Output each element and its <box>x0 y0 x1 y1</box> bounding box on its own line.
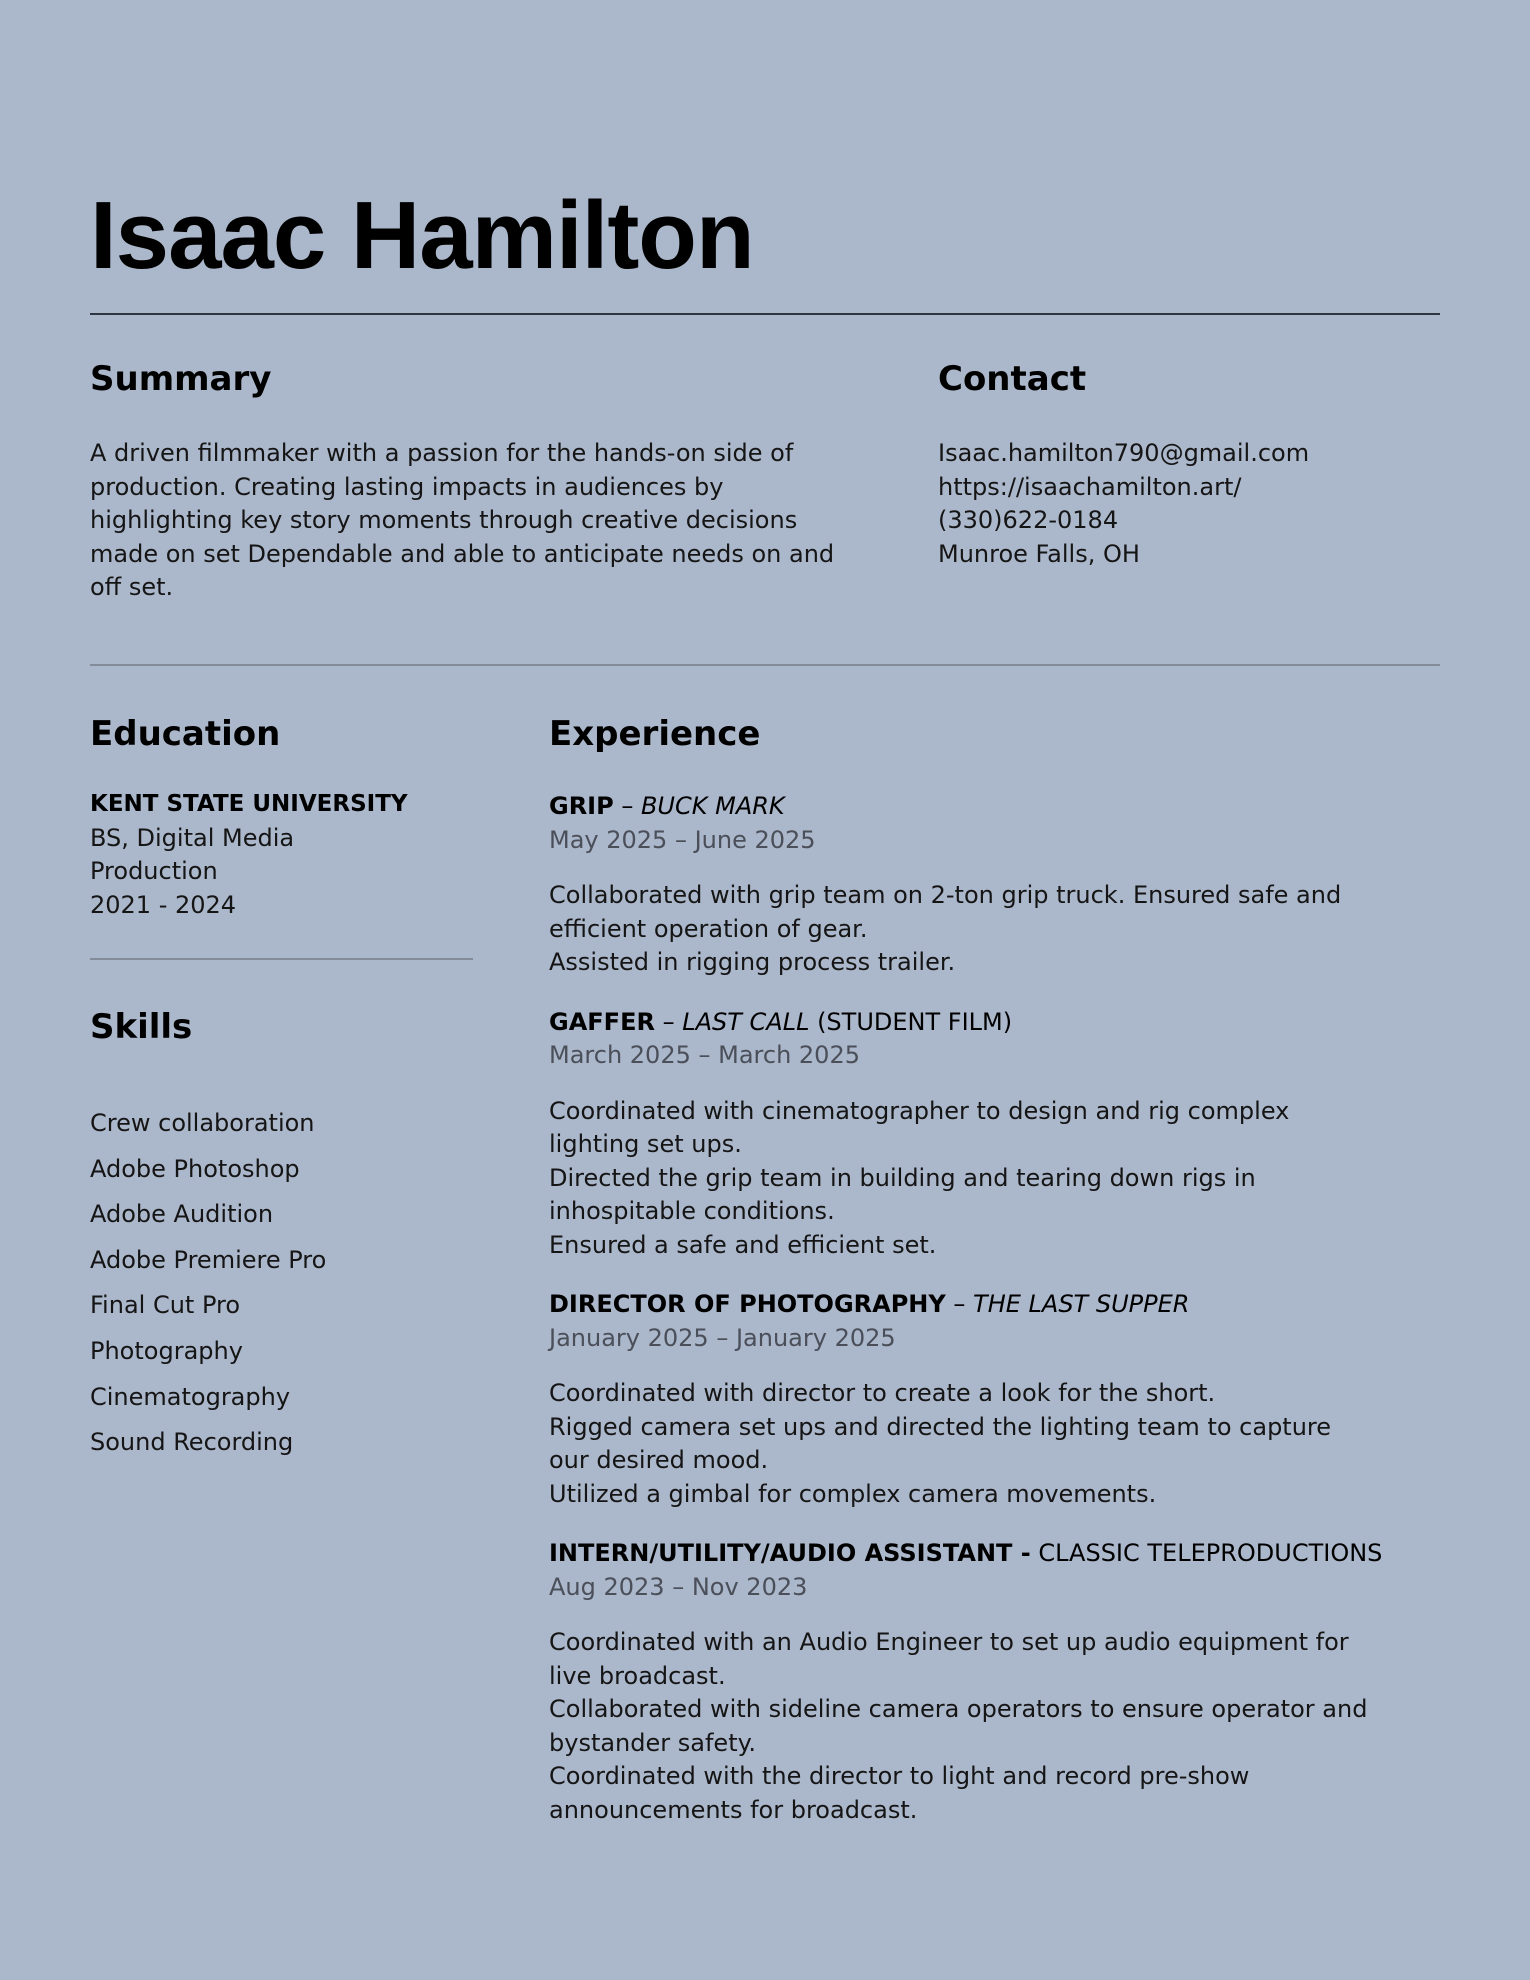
skill-item: Final Cut Pro <box>90 1291 241 1320</box>
job-description-line: Ensured a safe and efficient set. <box>549 1230 937 1259</box>
candidate-name: Isaac Hamilton <box>90 182 754 289</box>
job-description-line: Utilized a gimbal for complex camera movements. <box>549 1479 1157 1508</box>
experience-heading: Experience <box>549 714 761 754</box>
skills-heading: Skills <box>90 1007 193 1047</box>
job-description-line: Coordinated with the director to light and record pre-show announcements for broadcast. <box>549 1762 1250 1824</box>
job-title <box>549 1288 1449 1322</box>
job-dates: January 2025 – January 2025 <box>549 1323 896 1352</box>
skill-item: Adobe Audition <box>90 1200 274 1229</box>
job-note: CLASSIC TELEPRODUCTIONS <box>1038 1539 1383 1567</box>
skill-item: Adobe Photoshop <box>90 1154 300 1183</box>
experience-list <box>549 790 1449 1853</box>
education-school: KENT STATE UNIVERSITY <box>90 791 408 817</box>
job-dates: Aug 2023 – Nov 2023 <box>549 1572 808 1601</box>
job-role: DIRECTOR OF PHOTOGRAPHY <box>549 1290 946 1318</box>
job-description-line: Coordinated with director to create a look for the short. <box>549 1379 1216 1407</box>
job-note: (STUDENT FILM) <box>809 1007 1013 1036</box>
job-entry-intern <box>549 1537 1449 1827</box>
job-separator: – <box>654 1007 683 1036</box>
contact-email[interactable]: Isaac.hamilton790@gmail.com <box>938 439 1310 467</box>
job-role: INTERN/UTILITY/AUDIO ASSISTANT - <box>549 1539 1031 1567</box>
job-description-line: Coordinated with an Audio Engineer to set up audio equipment for live broadcast. <box>549 1628 1349 1690</box>
job-description-line: Coordinated with cinematographer to design and rig complex lighting set ups. <box>549 1096 1290 1158</box>
job-separator: – <box>945 1290 974 1318</box>
contact-phone: (330)622-0184 <box>938 506 1119 534</box>
job-separator: – <box>613 792 641 820</box>
job-project: LAST CALL <box>682 1007 810 1036</box>
job-description-line: Collaborated with grip team on 2-ton grip truck. Ensured safe and efficient operation of gear. <box>549 881 1342 943</box>
summary-text: A driven filmmaker with a passion for the hands-on side of production. Creating lasting impacts in audiences by highlighting key story moments through creative decisions made on set Dependable and able to anticipate needs on and off set. <box>90 439 835 601</box>
job-entry-grip <box>549 790 1449 980</box>
job-project: BUCK MARK <box>640 792 785 820</box>
skill-item: Cinematography <box>90 1382 291 1411</box>
contact-block <box>938 437 1438 571</box>
job-project: THE LAST SUPPER <box>973 1290 1190 1318</box>
education-heading: Education <box>90 714 281 754</box>
job-dates: May 2025 – June 2025 <box>549 825 816 854</box>
job-description-line: Rigged camera set ups and directed the lighting team to capture our desired mood. <box>549 1412 1332 1474</box>
skill-item: Photography <box>90 1336 243 1365</box>
contact-location: Munroe Falls, OH <box>938 539 1140 568</box>
contact-heading: Contact <box>938 359 1087 399</box>
job-title <box>549 790 1449 824</box>
contact-website[interactable]: https://isaachamilton.art/ <box>938 472 1242 501</box>
header-divider <box>90 313 1440 315</box>
job-description-line: Directed the grip team in building and tearing down rigs in inhospitable conditions. <box>549 1163 1256 1225</box>
education-degree: BS, Digital Media Production <box>90 823 295 885</box>
section-divider <box>90 664 1440 666</box>
job-title <box>549 1006 1449 1040</box>
job-title <box>549 1537 1449 1571</box>
job-dates: March 2025 – March 2025 <box>549 1041 860 1069</box>
skills-list <box>90 1101 470 1466</box>
education-years: 2021 - 2024 <box>90 890 237 919</box>
job-role: GAFFER <box>549 1007 655 1036</box>
skill-item: Crew collaboration <box>90 1109 315 1137</box>
job-entry-director-of-photography <box>549 1288 1449 1511</box>
job-description-line: Collaborated with sideline camera operators to ensure operator and bystander safety. <box>549 1695 1368 1757</box>
job-role: GRIP <box>549 792 614 820</box>
skill-item: Adobe Premiere Pro <box>90 1245 327 1274</box>
summary-heading: Summary <box>90 359 272 399</box>
job-description-line: Assisted in rigging process trailer. <box>549 948 956 976</box>
job-entry-gaffer <box>549 1006 1449 1263</box>
skill-item: Sound Recording <box>90 1428 294 1457</box>
education-block <box>90 788 470 922</box>
education-divider <box>90 958 473 960</box>
